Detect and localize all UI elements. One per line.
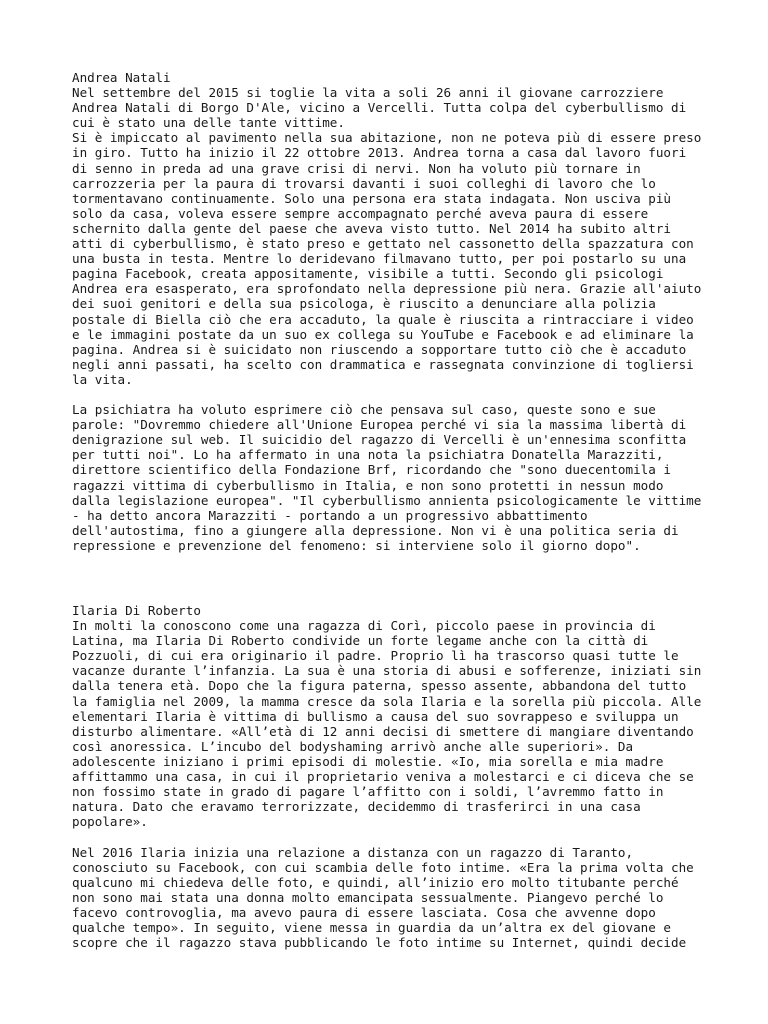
text-line: non sono mai stata una donna molto emancipata sessualmente. Piangevo perché lo [72,889,664,905]
text-line: qualcuno mi chiedeva delle foto, e quindi, all’inizio ero molto titubante perché [72,874,679,890]
text-line: cui è stato una delle tante vittime. [72,115,345,131]
text-line: In molti la conoscono come una ragazza di Corì, piccolo paese in provincia di [72,618,656,634]
document-page [72,70,702,950]
text-line: qualche tempo». In seguito, viene messa in guardia da un’altra ex del giovane e [72,919,671,935]
paragraph [72,85,702,387]
text-line: - ha detto ancora Marazziti - portando a un progressivo abbattimento [72,507,588,523]
text-line: adolescente iniziano i primi episodi di molestie. «Io, mia sorella e mia madre [72,753,664,769]
text-line: ragazzi vittima di cyberbullismo in Italia, e non sono protetti in nessun modo [72,477,664,493]
text-line: postale di Biella ciò che era accaduto, la quale è riuscita a rintracciare i video [72,311,694,327]
text-line: e le immagini postate da un suo ex collega su YouTube e Facebook e ad eliminare la [72,326,694,342]
text-line: negli anni passati, ha scelto con drammatica e rassegnata convinzione di togliersi [72,356,694,372]
text-line: Latina, ma Ilaria Di Roberto condivide un forte legame anche con la città di [72,633,649,649]
text-line: atti di cyberbullismo, è stato preso e gettato nel cassonetto della spazzatura con [72,236,694,252]
document-section [72,603,702,950]
text-line: direttore scientifico della Fondazione Brf, ricordando che "sono duecentomila i [72,462,671,478]
text-line: di senno in preda ad una grave crisi di nervi. Non ha voluto più tornare in [72,160,641,176]
text-line: affittammo una casa, in cui il proprietario veniva a molestarci e ci diceva che se [72,769,694,785]
text-line: la vita. [72,371,133,387]
paragraph [72,845,702,951]
text-line: per tutti noi". Lo ha affermato in una nota la psichiatra Donatella Marazziti, [72,447,664,463]
text-line: popolare». [72,814,148,830]
paragraph-spacer [72,387,702,402]
text-line: Nel settembre del 2015 si toglie la vita a soli 26 anni il giovane carrozziere [72,85,664,101]
text-line: parole: "Dovremmo chiedere all'Unione Europea perché vi sia la massima libertà di [72,417,687,433]
text-line: dalla legislazione europea". "Il cyberbullismo annienta psicologicamente le vittime [72,492,702,508]
text-line: dei suoi genitori e della sua psicologa, è riuscito a denunciare alla polizia [72,296,656,312]
text-line: solo da casa, voleva essere sempre accompagnato perché aveva paura di essere [72,205,649,221]
text-line: La psichiatra ha voluto esprimere ciò che pensava sul caso, queste sono e sue [72,402,656,418]
text-line: denigrazione sul web. Il suicidio del ragazzo di Vercelli è un'ennesima sconfitta [72,432,687,448]
text-line: schernito dalla gente del paese che aveva visto tutto. Nel 2014 ha subito altri [72,220,671,236]
paragraph [72,618,702,829]
paragraph [72,402,702,553]
text-line: Andrea era esasperato, era sprofondato nella depressione più nera. Grazie all'aiuto [72,281,702,297]
section-title: Andrea Natali [72,70,171,85]
text-line: così anoressica. L’incubo del bodyshaming arrivò anche alle superiori». Da [72,738,634,754]
document-section [72,70,702,553]
text-line: la famiglia nel 2009, la mamma cresce da sola Ilaria e la sorella più piccola. Alle [72,693,702,709]
text-line: tormentavano continuamente. Solo una persona era stata indagata. Non usciva più [72,190,671,206]
text-line: facevo controvoglia, ma avevo paura di essere lasciata. Cosa che avvenne dopo [72,904,656,920]
section-spacer [72,553,702,603]
text-line: in giro. Tutto ha inizio il 22 ottobre 2013. Andrea torna a casa dal lavoro fuori [72,145,687,161]
text-line: dalla tenera età. Dopo che la figura paterna, spesso assente, abbandona del tutto [72,678,687,694]
text-line: vacanze durante l’infanzia. La sua è una storia di abusi e sofferenze, iniziati sin [72,663,702,679]
text-line: conosciuto su Facebook, con cui scambia delle foto intime. «Era la prima volta che [72,859,694,875]
text-line: pagina Facebook, creata appositamente, visibile a tutti. Secondo gli psicologi [72,266,664,282]
paragraph-spacer [72,829,702,844]
text-line: repressione e prevenzione del fenomeno: si interviene solo il giorno dopo". [72,537,641,553]
text-line: una busta in testa. Mentre lo deridevano filmavano tutto, per poi postarlo su una [72,251,687,267]
text-line: elementari Ilaria è vittima di bullismo a causa del suo sovrappeso e sviluppa un [72,708,679,724]
section-title: Ilaria Di Roberto [72,603,201,618]
text-line: non fossimo state in grado di pagare l’affitto con i soldi, l’avremmo fatto in [72,784,664,800]
text-line: Nel 2016 Ilaria inizia una relazione a distanza con un ragazzo di Taranto, [72,844,634,860]
text-line: dell'autostima, fino a giungere alla depressione. Non vi è una politica seria di [72,522,679,538]
text-line: carrozzeria per la paura di trovarsi davanti i suoi colleghi di lavoro che lo [72,175,656,191]
text-line: pagina. Andrea si è suicidato non riuscendo a sopportare tutto ciò che è accaduto [72,341,687,357]
text-line: natura. Dato che eravamo terrorizzate, decidemmo di trasferirci in una casa [72,799,641,815]
text-line: Andrea Natali di Borgo D'Ale, vicino a Vercelli. Tutta colpa del cyberbullismo di [72,100,687,116]
text-line: Pozzuoli, di cui era originario il padre. Proprio lì ha trascorso quasi tutte le [72,648,679,664]
text-line: disturbo alimentare. «All’età di 12 anni decisi di smettere di mangiare diventando [72,723,694,739]
text-line: Si è impiccato al pavimento nella sua abitazione, non ne poteva più di essere preso [72,130,702,146]
text-line: scopre che il ragazzo stava pubblicando le foto intime su Internet, quindi decide [72,935,687,951]
